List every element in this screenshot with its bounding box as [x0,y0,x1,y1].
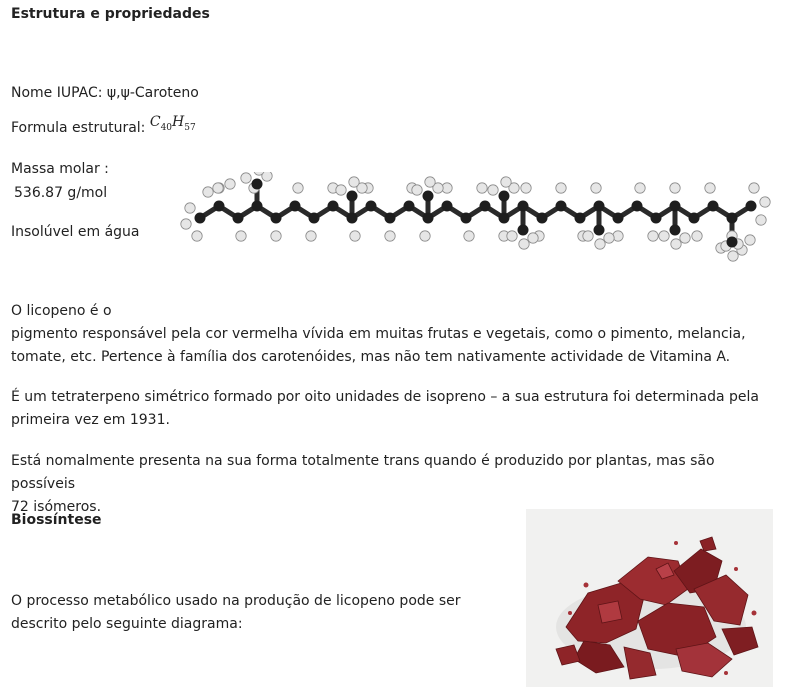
hydrogen-atom [412,185,422,195]
hydrogen-atom [760,197,770,207]
carbon-atom [252,201,263,212]
paragraph-isomers: Está nomalmente presenta na sua forma totalmente trans quando é produzido por plantas, mas são possíveis 72 isómeros. [11,453,715,515]
carbon-atom [347,191,358,202]
hydrogen-atom [271,231,281,241]
carbon-atom [366,201,377,212]
hydrogen-atom [336,185,346,195]
hydrogen-atom [192,231,202,241]
hydrogen-atom [670,183,680,193]
carbon-atom [347,213,358,224]
carbon-atom [480,201,491,212]
hydrogen-atom [477,183,487,193]
carbon-atom [670,201,681,212]
structural-formula [11,114,196,139]
carbon-atom [290,201,301,212]
hydrogen-atom [728,251,738,261]
hydrogen-atom [671,239,681,249]
formula-value: $C_{40}H_{57}$ [149,114,196,133]
hydrogen-atom [241,173,251,183]
hydrogen-atom [185,203,195,213]
biosynthesis-heading: Biossíntese [11,512,102,528]
carbon-atom [195,213,206,224]
carbon-atom [499,213,510,224]
hydrogen-atom [613,231,623,241]
carbon-atom [252,179,263,190]
hydrogen-atom [556,183,566,193]
hydrogen-atom [425,177,435,187]
molar-mass-label: Massa molar : [11,161,109,177]
carbon-atom [746,201,757,212]
hydrogen-atom [519,239,529,249]
carbon-atom [309,213,320,224]
iupac-name: Nome IUPAC: ψ,ψ-Caroteno [11,85,199,101]
structure-heading: Estrutura e propriedades [11,6,210,22]
hydrogen-atom [488,185,498,195]
hydrogen-atom [528,233,538,243]
carbon-atom [727,213,738,224]
hydrogen-atom [745,235,755,245]
hydrogen-atom [705,183,715,193]
hydrogen-atom [583,231,593,241]
carbon-atom [575,213,586,224]
hydrogen-atom [420,231,430,241]
lycopene-ball-and-stick-model [178,172,774,272]
hydrogen-atom [591,183,601,193]
hydrogen-atom [213,183,223,193]
carbon-atom [404,201,415,212]
hydrogen-atom [306,231,316,241]
carbon-atom [271,213,282,224]
hydrogen-atom [350,231,360,241]
hydrogen-atom [225,179,235,189]
hydrogen-atom [595,239,605,249]
hydrogen-atom [349,177,359,187]
paragraph-biosynthesis: O processo metabólico usado na produção de licopeno pode ser descrito pelo seguinte diagrama: [11,593,461,632]
hydrogen-atom [648,231,658,241]
hydrogen-atom [293,183,303,193]
solubility: Insolúvel em água [11,224,140,240]
paragraph-intro: O licopeno é o pigmento responsável pela cor vermelha vívida em muitas frutas e vegetais, como o pimento, melancia, tomate, etc. Pertence à família dos carotenóides, mas não tem nativamente actividade de Vitamina A. [11,303,746,365]
carbon-atom [423,213,434,224]
carbon-atom [461,213,472,224]
carbon-atom [708,201,719,212]
carbon-atom [613,213,624,224]
carbon-atom [594,225,605,236]
hydrogen-atom [680,233,690,243]
hydrogen-atom [464,231,474,241]
hydrogen-atom [749,183,759,193]
carbon-atom [518,201,529,212]
carbon-atom [632,201,643,212]
carbon-atom [385,213,396,224]
hydrogen-atom [604,233,614,243]
carbon-atom [727,237,738,248]
carbon-atom [689,213,700,224]
hydrogen-atom [385,231,395,241]
hydrogen-atom [521,183,531,193]
hydrogen-atom [659,231,669,241]
hydrogen-atom [236,231,246,241]
carbon-atom [214,201,225,212]
carbon-atom [423,191,434,202]
carbon-atom [594,201,605,212]
carbon-atom [670,225,681,236]
paragraph-tetraterpene: É um tetraterpeno simétrico formado por oito unidades de isopreno – a sua estrutura foi determinada pela primeira vez em 1931. [11,389,759,428]
hydrogen-atom [635,183,645,193]
lycopene-powder-photo [526,509,773,687]
carbon-atom [328,201,339,212]
carbon-atom [442,201,453,212]
hydrogen-atom [181,219,191,229]
carbon-atom [499,191,510,202]
hydrogen-atom [507,231,517,241]
hydrogen-atom [756,215,766,225]
hydrogen-atom [203,187,213,197]
carbon-atom [651,213,662,224]
carbon-atom [537,213,548,224]
hydrogen-atom [692,231,702,241]
hydrogen-atom [501,177,511,187]
carbon-atom [556,201,567,212]
carbon-atom [518,225,529,236]
formula-label: Formula estrutural: [11,120,146,136]
carbon-atom [233,213,244,224]
molar-mass-value: 536.87 g/mol [14,185,108,201]
